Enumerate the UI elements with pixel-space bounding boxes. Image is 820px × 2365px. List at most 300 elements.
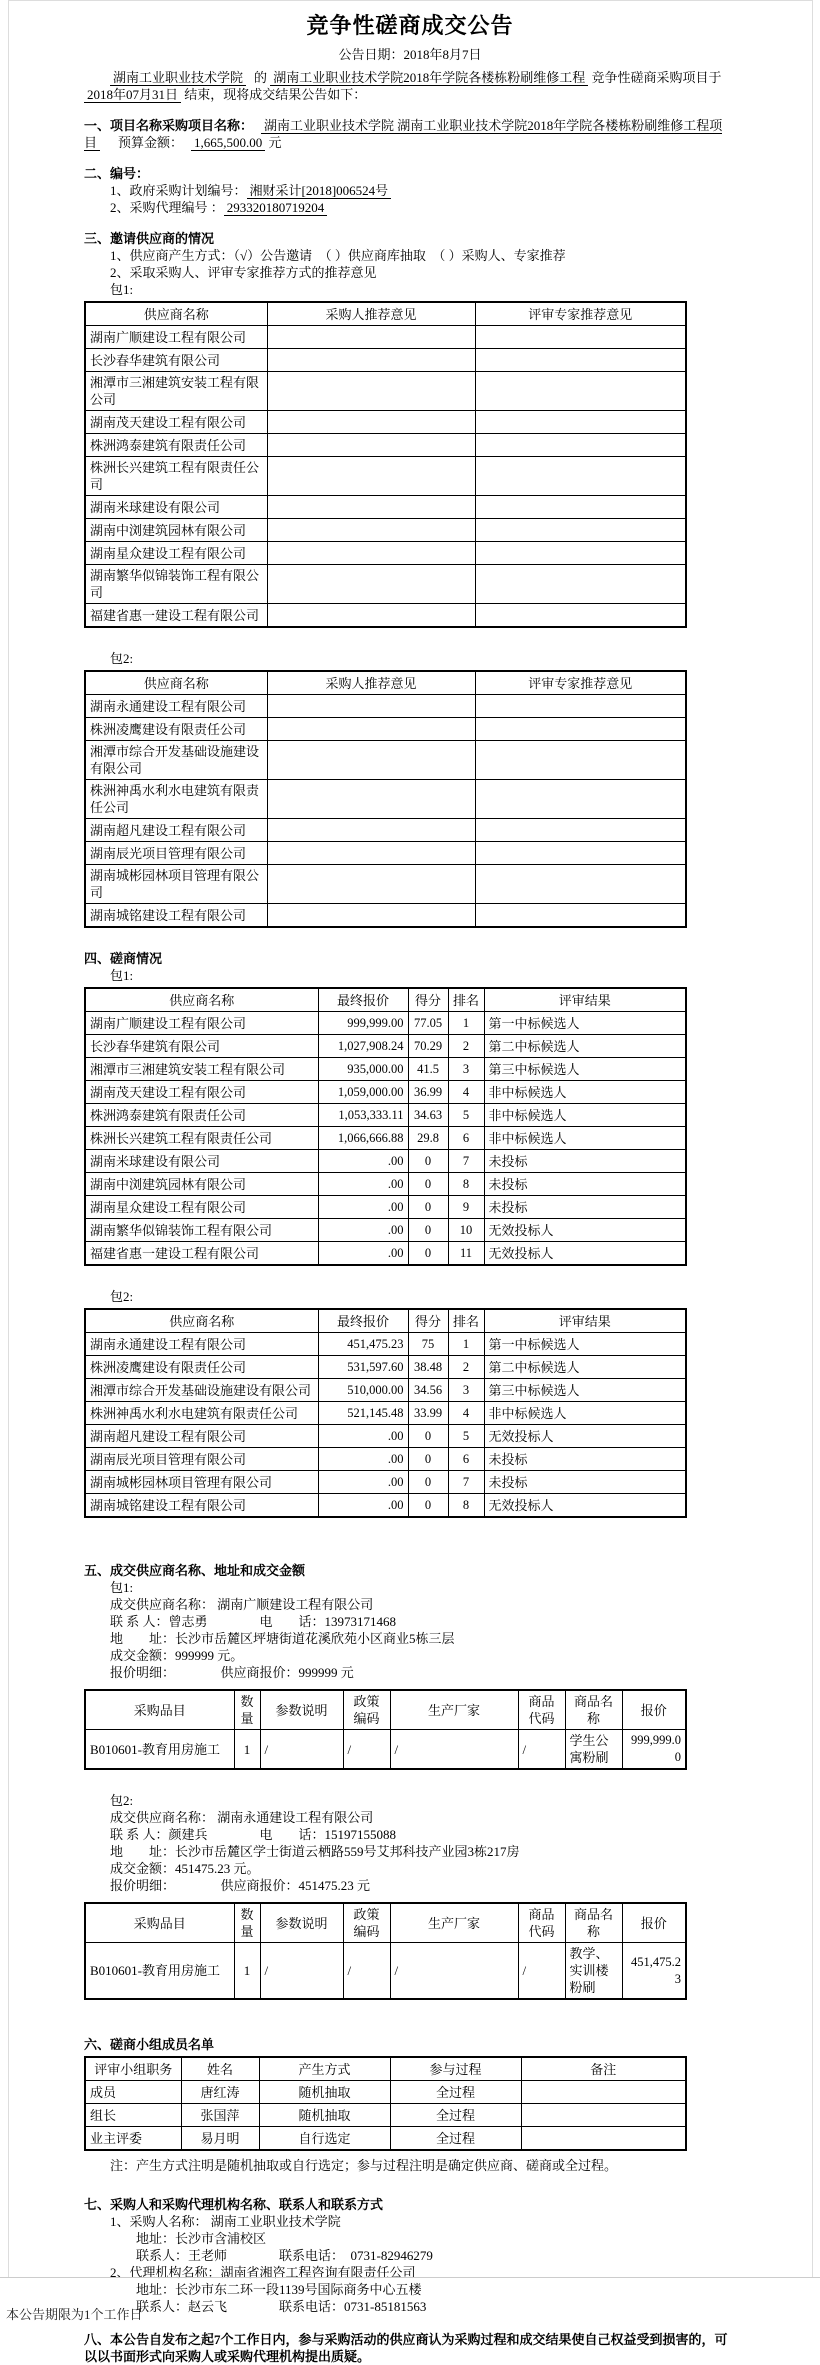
table-cell: / xyxy=(518,1943,565,2000)
announcement-period: 本公告期限为1个工作日 xyxy=(6,2307,143,2322)
table-cell: 0 xyxy=(408,1425,448,1448)
table-cell: .00 xyxy=(318,1173,408,1196)
table-cell: 1,059,000.00 xyxy=(318,1081,408,1104)
table-row xyxy=(85,1104,686,1127)
table-cell: 451,475.23 xyxy=(622,1943,686,2000)
table-row xyxy=(85,1448,686,1471)
table-row xyxy=(85,1012,686,1035)
table-cell: 湖南城彬园林项目管理有限公司 xyxy=(85,1471,318,1494)
table-cell: 1 xyxy=(234,1730,260,1770)
table-row xyxy=(85,1333,686,1356)
bao1-result-table xyxy=(84,987,687,1266)
table-row xyxy=(85,904,686,928)
table-cell: 0 xyxy=(408,1471,448,1494)
table-cell: 株洲鸿泰建筑有限责任公司 xyxy=(85,1104,318,1127)
table-cell: 521,145.48 xyxy=(318,1402,408,1425)
table-header-row xyxy=(85,988,686,1012)
table-row xyxy=(85,1196,686,1219)
winner-contact-line: 联 系 人：颜建兵 电 话：15197155088 xyxy=(110,1827,397,1842)
table-cell: 0 xyxy=(408,1150,448,1173)
table-cell: 株洲长兴建筑工程有限责任公司 xyxy=(85,1127,318,1150)
table-row xyxy=(85,819,686,842)
section1: 一、项目名称采购项目名称： 湖南工业职业技术学院 湖南工业职业技术学院2018年学院各楼栋粉刷维修工程项目 预算金额： 1,665,500.00 元 xyxy=(84,118,723,150)
column-header: 最终报价 xyxy=(318,988,408,1012)
column-header: 评审小组职务 xyxy=(85,2057,181,2081)
buyer-name: 湖南工业职业技术学院 xyxy=(110,70,246,86)
table-cell: 湖南城铭建设工程有限公司 xyxy=(85,904,267,928)
table-cell: 湘潭市三湘建筑安装工程有限公司 xyxy=(85,372,267,411)
table-cell: 10 xyxy=(448,1219,484,1242)
column-header: 备注 xyxy=(521,2057,686,2081)
table-cell: 7 xyxy=(448,1150,484,1173)
table-cell: 业主评委 xyxy=(85,2127,181,2151)
table-cell xyxy=(475,718,686,741)
table-cell: 510,000.00 xyxy=(318,1379,408,1402)
table-cell: 1 xyxy=(448,1012,484,1035)
table-cell xyxy=(475,519,686,542)
section1-heading: 一、项目名称采购项目名称： xyxy=(84,118,254,133)
team-note: 注：产生方式注明是随机抽取或自行选定；参与过程注明是确定供应商、磋商或全过程。 xyxy=(110,2158,618,2173)
column-header: 采购人推荐意见 xyxy=(267,302,475,326)
table-cell: 7 xyxy=(448,1471,484,1494)
table-cell: 湘潭市综合开发基础设施建设有限公司 xyxy=(85,741,267,780)
column-header: 商品名称 xyxy=(565,1903,622,1943)
team-table xyxy=(84,2056,687,2151)
table-cell: 3 xyxy=(448,1058,484,1081)
table-cell: 未投标 xyxy=(484,1173,686,1196)
bao1-label: 包1: xyxy=(110,282,134,297)
table-cell: 34.56 xyxy=(408,1379,448,1402)
column-header: 政策编码 xyxy=(343,1690,390,1730)
table-header-row xyxy=(85,2057,686,2081)
table-row xyxy=(85,780,686,819)
end-date: 2018年07月31日 xyxy=(84,87,181,103)
table-cell: 0 xyxy=(408,1242,448,1266)
table-cell: 38.48 xyxy=(408,1356,448,1379)
table-cell xyxy=(521,2081,686,2104)
section3-heading: 三、邀请供应商的情况 xyxy=(84,231,215,246)
table-cell: 随机抽取 xyxy=(259,2081,390,2104)
budget-label: 预算金额： xyxy=(118,135,184,150)
agency-address-line: 地址：长沙市东二环一段1139号国际商务中心五楼 xyxy=(136,2282,422,2297)
column-header: 报价 xyxy=(622,1903,686,1943)
table-cell xyxy=(267,695,475,718)
table-cell: 11 xyxy=(448,1242,484,1266)
column-header: 供应商名称 xyxy=(85,988,318,1012)
table-cell xyxy=(475,565,686,604)
column-header: 采购品目 xyxy=(85,1903,234,1943)
table-cell: 第二中标候选人 xyxy=(484,1035,686,1058)
column-header: 采购品目 xyxy=(85,1690,234,1730)
table-cell: 8 xyxy=(448,1173,484,1196)
table-cell: 2 xyxy=(448,1035,484,1058)
bao2-label: 包2: xyxy=(110,1289,134,1304)
bao1-supplier-table xyxy=(84,301,687,628)
table-row xyxy=(85,457,686,496)
table-cell: B010601-教育用房施工 xyxy=(85,1943,234,2000)
table-cell: 4 xyxy=(448,1081,484,1104)
table-cell: .00 xyxy=(318,1150,408,1173)
table-row xyxy=(85,1730,686,1770)
column-header: 商品代码 xyxy=(518,1690,565,1730)
table-cell: 9 xyxy=(448,1196,484,1219)
table-row xyxy=(85,326,686,349)
table-row xyxy=(85,1127,686,1150)
table-row xyxy=(85,842,686,865)
table-cell: 非中标候选人 xyxy=(484,1127,686,1150)
table-cell: 湖南繁华似锦装饰工程有限公司 xyxy=(85,1219,318,1242)
buyer-contact-line: 联系人：王老师 联系电话： 0731-82946279 xyxy=(136,2248,433,2263)
table-row xyxy=(85,741,686,780)
table-cell xyxy=(267,604,475,628)
bao1-item-table xyxy=(84,1689,687,1770)
table-row xyxy=(85,695,686,718)
column-header: 生产厂家 xyxy=(390,1690,518,1730)
table-cell: 湖南超凡建设工程有限公司 xyxy=(85,1425,318,1448)
table-cell: 8 xyxy=(448,1494,484,1518)
project-name: 湖南工业职业技术学院2018年学院各楼栋粉刷维修工程 xyxy=(270,70,588,86)
table-cell xyxy=(521,2127,686,2151)
table-row xyxy=(85,349,686,372)
column-header: 供应商名称 xyxy=(85,1309,318,1333)
winner-contact-line: 联 系 人：曾志勇 电 话：13973171468 xyxy=(110,1614,397,1629)
agent-number: 293320180719204 xyxy=(224,200,328,216)
table-cell: 531,597.60 xyxy=(318,1356,408,1379)
table-row xyxy=(85,519,686,542)
table-row xyxy=(85,604,686,628)
table-cell: 3 xyxy=(448,1379,484,1402)
table-cell: / xyxy=(518,1730,565,1770)
table-cell: 5 xyxy=(448,1425,484,1448)
column-header: 评审专家推荐意见 xyxy=(475,302,686,326)
table-cell: 0 xyxy=(408,1494,448,1518)
table-cell: 湖南茂天建设工程有限公司 xyxy=(85,411,267,434)
bao1-label: 包1: xyxy=(110,1580,134,1595)
table-row xyxy=(85,1494,686,1518)
table-cell: 70.29 xyxy=(408,1035,448,1058)
table-cell: 第三中标候选人 xyxy=(484,1379,686,1402)
quote-detail-line: 报价明细： 供应商报价：999999 元 xyxy=(110,1665,354,1680)
deal-amount-line: 成交金额：999999 元。 xyxy=(110,1648,244,1663)
column-header: 生产厂家 xyxy=(390,1903,518,1943)
table-cell: 第三中标候选人 xyxy=(484,1058,686,1081)
plan-number-line: 1、政府采购计划编号： 湘财采计[2018]006524号 xyxy=(110,182,736,199)
table-header-row xyxy=(85,1690,686,1730)
table-cell: 随机抽取 xyxy=(259,2104,390,2127)
bao2-supplier-table xyxy=(84,670,687,928)
table-cell: 1,066,666.88 xyxy=(318,1127,408,1150)
table-cell: 湖南米球建设有限公司 xyxy=(85,1150,318,1173)
table-cell: 5 xyxy=(448,1104,484,1127)
section6-heading: 六、磋商小组成员名单 xyxy=(84,2037,215,2052)
table-cell: 非中标候选人 xyxy=(484,1104,686,1127)
footer-divider xyxy=(0,2277,820,2278)
table-cell: 易月明 xyxy=(181,2127,259,2151)
column-header: 排名 xyxy=(448,1309,484,1333)
table-cell xyxy=(475,411,686,434)
table-cell: .00 xyxy=(318,1242,408,1266)
table-cell xyxy=(267,349,475,372)
plan-number: 湘财采计[2018]006524号 xyxy=(247,183,392,199)
table-cell xyxy=(475,496,686,519)
intro-paragraph: 湖南工业职业技术学院 的 湖南工业职业技术学院2018年学院各楼栋粉刷维修工程 竞争性磋商采购项目于 2018年07月31日 结束，现将成交结果公告如下： xyxy=(84,69,736,103)
table-cell xyxy=(475,695,686,718)
table-cell: 1,027,908.24 xyxy=(318,1035,408,1058)
table-cell: 451,475.23 xyxy=(318,1333,408,1356)
buyer-name-line: 1、采购人名称： 湖南工业职业技术学院 xyxy=(110,2214,341,2229)
column-header: 供应商名称 xyxy=(85,302,267,326)
table-cell: 湖南星众建设工程有限公司 xyxy=(85,1196,318,1219)
column-header: 评审结果 xyxy=(484,1309,686,1333)
table-cell xyxy=(267,565,475,604)
table-row xyxy=(85,565,686,604)
table-cell: 教学、实训楼粉刷 xyxy=(565,1943,622,2000)
quote-detail-line: 报价明细： 供应商报价：451475.23 元 xyxy=(110,1878,371,1893)
table-row xyxy=(85,1035,686,1058)
table-cell xyxy=(475,326,686,349)
table-cell: 41.5 xyxy=(408,1058,448,1081)
table-row xyxy=(85,1379,686,1402)
table-header-row xyxy=(85,1309,686,1333)
column-header: 采购人推荐意见 xyxy=(267,671,475,695)
table-cell: .00 xyxy=(318,1219,408,1242)
winner-name-line: 成交供应商名称： 湖南永通建设工程有限公司 xyxy=(110,1810,374,1825)
table-cell: 无效投标人 xyxy=(484,1425,686,1448)
agent-number-line: 2、采购代理编号 ： 293320180719204 xyxy=(110,199,736,216)
table-cell: 湖南繁华似锦装饰工程有限公司 xyxy=(85,565,267,604)
table-cell: 29.8 xyxy=(408,1127,448,1150)
section5-heading: 五、成交供应商名称、地址和成交金额 xyxy=(84,1563,306,1578)
table-cell xyxy=(267,819,475,842)
table-row xyxy=(85,496,686,519)
table-cell: 株洲神禹水利水电建筑有限责任公司 xyxy=(85,780,267,819)
table-row xyxy=(85,2127,686,2151)
table-cell: 4 xyxy=(448,1402,484,1425)
table-cell: 0 xyxy=(408,1196,448,1219)
table-cell xyxy=(267,865,475,904)
table-cell: 湖南中浏建筑园林有限公司 xyxy=(85,1173,318,1196)
column-header: 得分 xyxy=(408,1309,448,1333)
table-row xyxy=(85,2104,686,2127)
section8-paragraph: 八、本公告自发布之起7个工作日内，参与采购活动的供应商认为采购过程和成交结果使自己权益受到损害的，可以以书面形式向采购人或采购代理机构提出质疑。 xyxy=(84,2332,728,2364)
table-cell: 湖南超凡建设工程有限公司 xyxy=(85,819,267,842)
table-cell xyxy=(267,496,475,519)
table-cell: 湖南广顺建设工程有限公司 xyxy=(85,1012,318,1035)
column-header: 政策编码 xyxy=(343,1903,390,1943)
table-cell xyxy=(521,2104,686,2127)
table-cell xyxy=(267,842,475,865)
column-header: 排名 xyxy=(448,988,484,1012)
table-cell: 无效投标人 xyxy=(484,1242,686,1266)
bao2-label: 包2: xyxy=(110,1793,134,1808)
table-cell: 湖南广顺建设工程有限公司 xyxy=(85,326,267,349)
bao2-item-table xyxy=(84,1902,687,2000)
table-cell: B010601-教育用房施工 xyxy=(85,1730,234,1770)
column-header: 数量 xyxy=(234,1690,260,1730)
table-cell: 2 xyxy=(448,1356,484,1379)
table-row xyxy=(85,411,686,434)
announce-date: 公告日期：2018年8月7日 xyxy=(338,47,482,62)
table-cell: 学生公寓粉刷 xyxy=(565,1730,622,1770)
table-cell: 全过程 xyxy=(390,2127,521,2151)
table-cell xyxy=(475,349,686,372)
table-row xyxy=(85,542,686,565)
table-cell: .00 xyxy=(318,1494,408,1518)
table-cell: 自行选定 xyxy=(259,2127,390,2151)
table-cell: 组长 xyxy=(85,2104,181,2127)
table-cell: 第一中标候选人 xyxy=(484,1012,686,1035)
table-cell: 6 xyxy=(448,1448,484,1471)
table-cell xyxy=(267,434,475,457)
column-header: 参与过程 xyxy=(390,2057,521,2081)
table-cell: / xyxy=(260,1943,343,2000)
table-cell: / xyxy=(343,1943,390,2000)
table-cell: / xyxy=(390,1730,518,1770)
section2-heading: 二、编号： xyxy=(84,166,150,181)
table-cell: 唐红涛 xyxy=(181,2081,259,2104)
table-cell xyxy=(475,842,686,865)
table-cell xyxy=(267,741,475,780)
section1-project-name: 湖南工业职业技术学院 湖南工业职业技术学院2018年学院各楼栋粉刷维修工程项目 xyxy=(84,118,723,150)
table-cell xyxy=(267,411,475,434)
section7-heading: 七、采购人和采购代理机构名称、联系人和联系方式 xyxy=(84,2197,384,2212)
table-cell xyxy=(267,904,475,928)
table-row xyxy=(85,1242,686,1266)
table-cell xyxy=(475,904,686,928)
table-cell xyxy=(475,542,686,565)
table-cell: 张国萍 xyxy=(181,2104,259,2127)
table-cell: 935,000.00 xyxy=(318,1058,408,1081)
column-header: 评审专家推荐意见 xyxy=(475,671,686,695)
table-cell: 长沙春华建筑有限公司 xyxy=(85,1035,318,1058)
table-cell xyxy=(267,326,475,349)
table-cell xyxy=(267,457,475,496)
table-cell xyxy=(475,604,686,628)
table-row xyxy=(85,1219,686,1242)
table-cell: 湖南中浏建筑园林有限公司 xyxy=(85,519,267,542)
table-cell: 1 xyxy=(448,1333,484,1356)
table-cell: .00 xyxy=(318,1196,408,1219)
bao2-label: 包2: xyxy=(110,651,134,666)
table-row xyxy=(85,1943,686,2000)
table-cell: 长沙春华建筑有限公司 xyxy=(85,349,267,372)
table-cell: 未投标 xyxy=(484,1150,686,1173)
page-title: 竞争性磋商成交公告 xyxy=(306,13,514,38)
table-row xyxy=(85,2081,686,2104)
table-cell: 999,999.00 xyxy=(318,1012,408,1035)
buyer-address-line: 地址：长沙市含浦校区 xyxy=(136,2231,267,2246)
bao1-label: 包1: xyxy=(110,968,134,983)
column-header: 得分 xyxy=(408,988,448,1012)
table-cell: 未投标 xyxy=(484,1448,686,1471)
table-cell xyxy=(267,780,475,819)
table-row xyxy=(85,1150,686,1173)
winner-address-line: 地 址：长沙市岳麓区坪塘街道花溪欣苑小区商业5栋三层 xyxy=(110,1631,455,1646)
table-cell: 株洲鸿泰建筑有限责任公司 xyxy=(85,434,267,457)
table-header-row xyxy=(85,1903,686,1943)
deal-amount-line: 成交金额：451475.23 元。 xyxy=(110,1861,260,1876)
table-cell xyxy=(267,718,475,741)
table-cell: 湖南星众建设工程有限公司 xyxy=(85,542,267,565)
table-row xyxy=(85,718,686,741)
table-cell: 0 xyxy=(408,1173,448,1196)
table-cell: 成员 xyxy=(85,2081,181,2104)
table-cell: 75 xyxy=(408,1333,448,1356)
table-cell: 第一中标候选人 xyxy=(484,1333,686,1356)
table-cell: 36.99 xyxy=(408,1081,448,1104)
column-header: 商品名称 xyxy=(565,1690,622,1730)
table-cell: 湖南城铭建设工程有限公司 xyxy=(85,1494,318,1518)
table-cell xyxy=(475,372,686,411)
table-cell: 33.99 xyxy=(408,1402,448,1425)
table-cell xyxy=(475,457,686,496)
column-header: 最终报价 xyxy=(318,1309,408,1333)
table-cell: 湘潭市综合开发基础设施建设有限公司 xyxy=(85,1379,318,1402)
table-row xyxy=(85,1425,686,1448)
winner-address-line: 地 址：长沙市岳麓区学士街道云栖路559号艾邦科技产业园3栋217房 xyxy=(110,1844,520,1859)
table-row xyxy=(85,1402,686,1425)
table-row xyxy=(85,865,686,904)
table-row xyxy=(85,372,686,411)
table-cell: 999,999.00 xyxy=(622,1730,686,1770)
table-cell: .00 xyxy=(318,1471,408,1494)
table-cell: 株洲凌鹰建设有限责任公司 xyxy=(85,718,267,741)
table-cell: 湖南永通建设工程有限公司 xyxy=(85,695,267,718)
column-header: 数量 xyxy=(234,1903,260,1943)
table-cell: / xyxy=(343,1730,390,1770)
table-cell: .00 xyxy=(318,1448,408,1471)
table-cell: 湖南茂天建设工程有限公司 xyxy=(85,1081,318,1104)
table-cell: 0 xyxy=(408,1219,448,1242)
table-cell xyxy=(267,542,475,565)
table-row xyxy=(85,1173,686,1196)
table-cell: 1 xyxy=(234,1943,260,2000)
column-header: 评审结果 xyxy=(484,988,686,1012)
table-row xyxy=(85,1058,686,1081)
table-row xyxy=(85,1356,686,1379)
table-cell: 第二中标候选人 xyxy=(484,1356,686,1379)
table-cell: 株洲长兴建筑工程有限责任公司 xyxy=(85,457,267,496)
table-cell: 株洲凌鹰建设有限责任公司 xyxy=(85,1356,318,1379)
table-cell xyxy=(267,372,475,411)
column-header: 报价 xyxy=(622,1690,686,1730)
winner-name-line: 成交供应商名称： 湖南广顺建设工程有限公司 xyxy=(110,1597,374,1612)
table-cell: 湖南辰光项目管理有限公司 xyxy=(85,1448,318,1471)
column-header: 姓名 xyxy=(181,2057,259,2081)
table-cell: 无效投标人 xyxy=(484,1219,686,1242)
table-cell: .00 xyxy=(318,1425,408,1448)
table-cell: 湖南城彬园林项目管理有限公司 xyxy=(85,865,267,904)
table-cell: 湘潭市三湘建筑安装工程有限公司 xyxy=(85,1058,318,1081)
table-cell: / xyxy=(390,1943,518,2000)
table-cell: 全过程 xyxy=(390,2081,521,2104)
table-cell: 福建省惠一建设工程有限公司 xyxy=(85,604,267,628)
table-cell: 未投标 xyxy=(484,1471,686,1494)
table-cell: 6 xyxy=(448,1127,484,1150)
table-cell: 湖南米球建设有限公司 xyxy=(85,496,267,519)
table-cell: 福建省惠一建设工程有限公司 xyxy=(85,1242,318,1266)
table-cell: 无效投标人 xyxy=(484,1494,686,1518)
section4-heading: 四、磋商情况 xyxy=(84,951,163,966)
table-cell xyxy=(475,741,686,780)
table-cell: 湖南永通建设工程有限公司 xyxy=(85,1333,318,1356)
agency-contact-line: 联系人：赵云飞 联系电话：0731-85181563 xyxy=(136,2299,427,2314)
column-header: 产生方式 xyxy=(259,2057,390,2081)
table-cell xyxy=(475,865,686,904)
table-row xyxy=(85,1471,686,1494)
table-cell xyxy=(267,519,475,542)
column-header: 商品代码 xyxy=(518,1903,565,1943)
